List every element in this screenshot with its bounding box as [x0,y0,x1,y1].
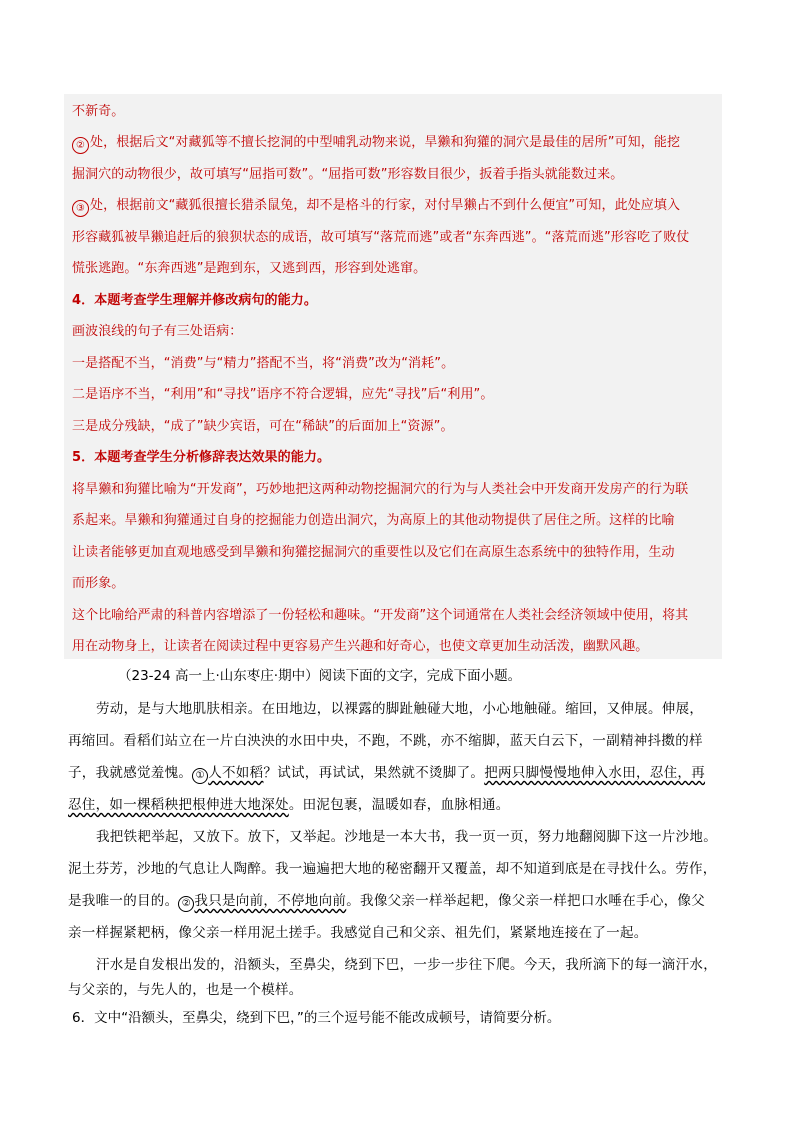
reading-line: 汗水是自发根出发的，沿额头，至鼻尖，绕到下巴，一步一步往下爬。今天，我所滴下的每一滴汗水， [96,957,717,973]
answer-line: 这个比喻给严肃的科普内容增添了一份轻松和趣味。“开发商”这个词通常在人类社会经济领域中使用，将其 [72,608,689,623]
answer-line: 将旱獭和狗獾比喻为“开发商”，巧妙地把这两种动物挖掘洞穴的行为与人类社会中开发商开发房产的行为联 [72,482,689,497]
answer-line: 慌张逃跑。“东奔西逃”是跑到东，又逃到西，形容到处逃窜。 [72,261,427,276]
wavy-underlined-text: 把两只脚慢慢地伸入水田，忍住，再 [484,765,706,781]
reading-line: 我把铁耙举起，又放下。放下，又举起。沙地是一本大书，我一页一页，努力地翻阅脚下这一片沙地。 [96,829,717,845]
circled-marker-1: ① [192,768,208,784]
wavy-underlined-text: 人不如稻 [208,765,264,781]
answer-line: 画波浪线的句子有三处语病： [72,324,243,339]
answer-line: 用在动物身上，让读者在阅读过程中更容易产生兴趣和好奇心，也使文章更加生动活泼，幽默风趣。 [72,639,649,654]
circled-number-2: ② [72,137,89,154]
answer-line: ② 处，根据后文“对藏狐等不擅长挖洞的中型哺乳动物来说，旱獭和狗獾的洞穴是最佳的居所”可知，能挖 [72,131,680,154]
answer-line: 一是搭配不当，“消费”与“精力”搭配不当，将“消费”改为“消耗”。 [72,356,455,371]
answer-line: 不新奇。 [72,104,125,119]
reading-line: 亲一样握紧耙柄，像父亲一样用泥土搓手。我感觉自己和父亲、祖先们，紧紧地连接在了一起。 [68,925,648,941]
question-6: 6．文中“沿额头，至鼻尖，绕到下巴，”的三个逗号能不能改成顿号，请简要分析。 [72,1010,561,1026]
answer-heading-5: 5．本题考查学生分析修辞表达效果的能力。 [72,450,331,465]
wavy-underlined-text: 我只是向前，不停地向前 [194,893,347,909]
answer-line: ③ 处，根据前文“藏狐很擅长猎杀鼠兔，却不是格斗的行家，对付旱獭占不到什么便宜”可知，此处应填入 [72,194,680,217]
circled-number-3: ③ [72,200,89,217]
answer-line: 掘洞穴的动物很少，故可填写“屈指可数”。“屈指可数”形容数目很少，扳着手指头就能数过来。 [72,167,624,182]
answer-line: 形容藏狐被旱獭追赶后的狼狈状态的成语，故可填写“落荒而逃”或者“东奔西逃”。“落荒而逃”形容吃了败仗 [72,230,690,245]
reading-line: 再缩回。看稻们站立在一片白泱泱的水田中央，不跑，不跳，亦不缩脚，蓝天白云下，一副精神抖擞的样 [68,733,703,749]
answer-line: 二是语序不当，“利用”和“寻找”语序不符合逻辑，应先“寻找”后“利用”。 [72,387,494,402]
answer-line: 三是成分残缺，“成了”缺少宾语，可在“稀缺”的后面加上“资源”。 [72,419,454,434]
reading-line: 忍住，如一棵稻秧把根伸进大地深处。田泥包裹，温暖如春，血脉相通。 [68,797,510,813]
answer-line: 系起来。旱獭和狗獾通过自身的挖掘能力创造出洞穴，为高原上的其他动物提供了居住之所。这样的比喻 [72,513,675,528]
reading-line: 子，我就感觉羞愧。 ① 人不如稻？试试，再试试，果然就不烫脚了。把两只脚慢慢地伸入水田，忍住，再 [68,761,705,784]
passage-source-line: （23-24 高一上·山东枣庄·期中）阅读下面的文字，完成下面小题。 [118,668,522,684]
wavy-underlined-text: 忍住，如一棵稻秧把根伸进大地深处 [68,797,289,813]
reading-line: 与父亲的，与先人的，也是一个模样。 [68,982,303,998]
answer-line: 而形象。 [72,576,125,591]
answer-line: 让读者能够更加直观地感受到旱獭和狗獾挖掘洞穴的重要性以及它们在高原生态系统中的独特作用，生动 [72,545,675,560]
reading-line: 是我唯一的目的。 ② 我只是向前，不停地向前。我像父亲一样举起耙，像父亲一样把口水唾在手心，像父 [68,889,705,912]
answer-heading-4: 4．本题考查学生理解并修改病句的能力。 [72,293,317,308]
circled-marker-2: ② [178,896,194,912]
reading-line: 泥土芬芳，沙地的气息让人陶醉。我一遍遍把大地的秘密翻开又覆盖，却不知道到底是在寻找什么。劳作， [68,861,717,877]
reading-line: 劳动，是与大地肌肤相亲。在田地边，以裸露的脚趾触碰大地，小心地触碰。缩回，又伸展。伸展， [96,701,704,717]
